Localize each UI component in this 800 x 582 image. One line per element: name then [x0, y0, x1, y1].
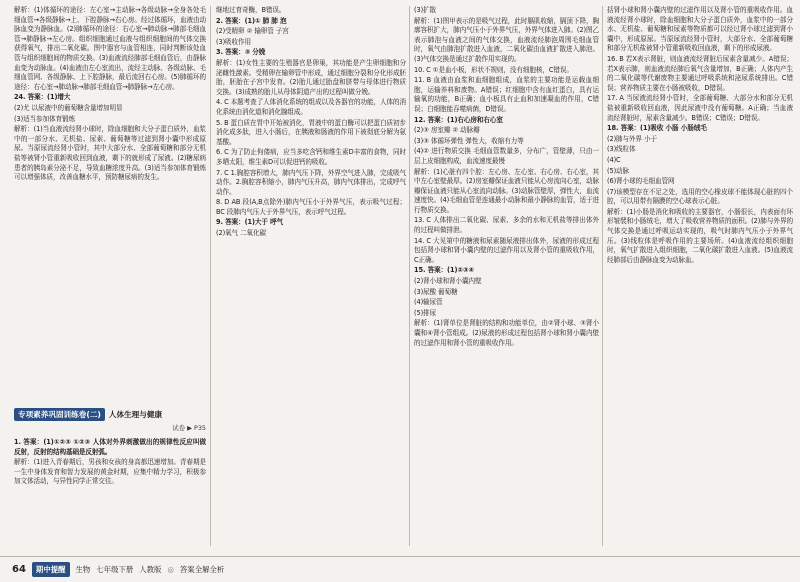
answer-line: (2)肺与外界 小于	[607, 134, 657, 143]
answer-line: (3)适当参加体育锻炼	[14, 114, 75, 123]
answer-line: 4. C 本题考查了人体消化系统的组成以及各器官的功能，人体的消化系统由消化道和消化腺组成。	[216, 98, 406, 116]
footer-separator: ◎	[167, 565, 174, 574]
footer-grade: 七年级下册	[96, 565, 134, 574]
answer-line: (2)受精卵 ② 输卵管 子宫	[216, 27, 289, 36]
answer-line: 5. B 蛋白质在胃中开始被消化，胃液中的蛋白酶可以把蛋白质初步消化成多肽，进入小肠后，在胰液和肠液的作用下被彻底分解为氨基酸。	[216, 118, 406, 146]
answer-line: 10. C ①是血小板，形状不规则，没有细胞核，C错误。	[414, 65, 573, 74]
answer-line: 3. 答案：③ 分娩	[216, 48, 266, 57]
page-number: 64	[12, 564, 26, 575]
analysis-paragraph: 解析：(1)体循环的途径：左心室→主动脉→各级动脉→全身各处毛细血管→各级静脉→上、下腔静脉→右心房。经过体循环，血液由动脉血变为静脉血。(2)肺循环的途径：右心室→肺动脉→肺部毛细血管→肺静脉→左心房。组织细胞通过血液与组织细胞间的气体交换获得氧气，排出二氧化碳。图中器官与血管相连，同时判断该处血管与组织细胞间的物质交换。(3)血液流经肺部毛细血管后，由静脉血变为动脉血。(4)血液由左心室流出，流经主动脉、各级动脉、毛细血管网、各级静脉、上下腔静脉，最后流回右心房。(5)肺循环的途径：右心室→肺动脉→肺部毛细血管→肺静脉→左心房。	[14, 6, 206, 91]
answer-line: (3)③ 体循环弹性 弹性大，收缩有力等	[414, 136, 524, 145]
answer-line: (3)扩散	[414, 6, 437, 14]
answer-line: 16. B 若X表示肾脏，则血液流经肾脏后尿素含量减少。A错误；若X表示肺，则血液流经肺后氧气含量增加，B正确；人体内产生的二氧化碳等代谢废物主要通过呼吸系统和泌尿系统排出。C错误；营养物质主要在小肠被吸收，D错误。	[607, 54, 793, 92]
answer-line: (2)③ 房室瓣 ② 动脉瓣	[414, 126, 480, 135]
answer-line: (5)动脉	[607, 166, 630, 175]
answer-line: 7. C 1.胸腔容积增大，肺内气压下降，外界空气进入肺，完成吸气动作。2.胸腔容积缩小，肺内气压升高，肺内气体排出，完成呼气动作。	[216, 168, 406, 196]
column-2	[216, 6, 406, 240]
section-header	[14, 408, 206, 432]
analysis-paragraph: 解析：(1)女性主要的生殖器官是卵巢，其功能是产生卵细胞和分泌雌性激素。受精卵在输卵管中形成，通过细胞分裂和分化形成胚胎，胚胎在子宫中发育。(2)胎儿通过胎盘和脐带与母体进行物质交换。(3)成熟的胎儿从母体阴道产出的过程叫做分娩。	[216, 58, 406, 96]
answer-line: 15. 答案：(1)②③④	[414, 266, 474, 275]
answer-line: 13. C 人体排出二氧化碳、尿素、多余的水和无机盐等排出体外的过程叫做排泄。	[414, 216, 599, 235]
answer-line: (2)尤 以尿液中的葡萄糖含量增加明显	[14, 103, 123, 112]
answer-line: (5)排尿	[414, 308, 437, 317]
answer-line: 24. 答案：(1)增大	[14, 93, 71, 102]
section-badge: 专项素养巩固训练卷(二)	[14, 408, 105, 421]
footer-subject: 生物	[75, 565, 91, 574]
section-reference: 试卷 ▶ P35	[172, 424, 206, 432]
page-footer	[0, 556, 800, 582]
footer-edition: 人教版	[139, 565, 162, 574]
analysis-paragraph: 继地过育奇酶，B错误。	[216, 6, 286, 14]
answer-line: 14. C 大见第中的糖液和尿素随尿液排出体外，尿液的形成过程包括肾小球和肾小囊内壁的过滤作用以及肾小管的重吸收作用，C正确。	[414, 236, 599, 264]
answer-line: (3)吸收作用	[216, 37, 252, 46]
footer-label: 答案全解全析	[179, 565, 225, 574]
column-4	[607, 6, 793, 266]
analysis-paragraph: 解析：(1)小肠是消化和吸收的主要器官，小肠很长，内表面有环形皱襞和小肠绒毛，增大了吸收营养物质的面积。(2)肺与外界的气体交换是通过呼吸运动实现的，吸气时肺内气压小于外界气压。(3)线粒体是呼吸作用的主要场所。(4)血液流经组织细胞时，氧气扩散进入组织细胞，二氧化碳扩散进入血液。(5)血液流经肺部后由静脉血变为动脉血。	[607, 207, 793, 264]
answer-line: 2. 答案：(1)① 肺 肺 泡	[216, 16, 287, 25]
column-1	[14, 6, 206, 184]
answer-line: 8. D AB 段(A,B点除外)肺内气压小于外界气压，表示吸气过程；BC 段肺内气压大于外界气压，表示呼气过程。	[216, 198, 406, 216]
answer-line: (2)肾小球和肾小囊内壁	[414, 277, 482, 286]
answer-line: (7)该模型存在不足之处，选用的空心橡皮球不能体现心脏的四个腔，可以用带有隔膜的空心球表示心脏。	[607, 187, 793, 206]
answer-line: (6)肾小球的毛细血管网	[607, 177, 675, 186]
answer-line: (4)C	[607, 155, 621, 164]
column-divider	[602, 6, 603, 546]
analysis-paragraph: 解析：(1)图甲表示的是吸气过程，此时膈肌收缩，膈顶下降，胸廓容积扩大，肺内气压小于外界气压，外界气体进入肺。(2)图乙表示肺泡与血液之间的气体交换，血液流经肺泡周围毛细血管时，氧气由肺泡扩散进入血液，二氧化碳由血液扩散进入肺泡。(3)气体交换是通过扩散作用实现的。	[414, 16, 599, 63]
answer-line: 17. A 当尿液流经肾小管时，全部葡萄糖、大部分水和部分无机盐被重新吸收回血液，因此尿液中没有葡萄糖。A正确；当血液流经肾脏时，尿素含量减少。B错误；C错误；D错误。	[607, 94, 793, 122]
answer-line: (3)尿酸 葡萄糖	[414, 287, 458, 296]
answer-line: 12. 答案：(1)右心房和右心室	[414, 115, 503, 124]
column-1-section	[14, 438, 206, 488]
answer-line: 6. C 为了防止佝偻病，应当多吃含钙和维生素D丰富的食物，同时多晒太阳，维生素D可以促进钙的吸收。	[216, 148, 406, 166]
answer-line: 9. 答案：(1)大于 呼气	[216, 218, 284, 227]
column-divider	[409, 6, 410, 546]
column-divider	[210, 6, 211, 546]
analysis-paragraph: 解析：(1)心脏有四个腔：左心房、左心室、右心房、右心室，其中左心室壁最厚。(2)房室瓣保证血液只能从心房流向心室，动脉瓣保证血液只能从心室流向动脉。(3)动脉管壁厚，弹性大，血流速度快。(4)毛细血管是连通最小动脉和最小静脉的血管，适于进行物质交换。	[414, 167, 599, 214]
answer-line: (2)氧气 二氧化碳	[216, 229, 266, 238]
answer-line: 18. 答案：(1)吸收 小肠 小肠绒毛	[607, 124, 707, 133]
analysis-paragraph: 解析：(1)肾单位是肾脏的结构和功能单位，由②肾小球、③肾小囊和④肾小管组成。(2)尿液的形成过程包括肾小球和肾小囊内壁的过滤作用和肾小管的重吸收作用。	[414, 319, 599, 347]
analysis-paragraph: 括肾小球和肾小囊内壁的过滤作用以及肾小管的重吸收作用。血液流经肾小球时，除血细胞和大分子蛋白质外，血浆中的一部分水、无机盐、葡萄糖和尿素等物质都可以经过肾小球过滤到肾小囊中，形成原尿。当原尿流经肾小管时，大部分水、全部葡萄糖和部分无机盐被肾小管重新吸收回血液，剩下的形成尿液。	[607, 6, 793, 53]
answer-line: 1. 答案：(1)①②③ ①②③ 人体对外界刺激做出的规律性反应叫做反射，反射的结构基础是反射弧。	[14, 438, 206, 456]
answer-line: (4)输尿管	[414, 298, 443, 307]
section-title: 人体生理与健康	[108, 410, 163, 419]
answer-line: (4)② 进行物质交换 毛细血管数量多，分布广，管壁薄，只由一层上皮细胞构成，血流速度最慢	[414, 147, 599, 165]
analysis-paragraph: 解析：(1)当血液流经肾小球时，除血细胞和大分子蛋白质外，血浆中的一部分水、无机盐、尿素、葡萄糖等过滤到肾小囊中形成原尿。当原尿流经肾小管时，其中大部分水、全部葡萄糖和部分无机盐等被肾小管重新吸收回到血液，剩下的就形成了尿液。(2)糖尿病患者的胰岛素分泌不足，导致血糖浓度升高。(3)适当参加体育锻炼可以增强体质，改善血糖水平，预防糖尿病的发生。	[14, 125, 206, 182]
answer-line: 11. B 血液由血浆和血细胞组成，血浆的主要功能是运载血细胞，运输养料和废物。A错误；红细胞中含有血红蛋白，具有运输氧的功能，B正确；血小板具有止血和加速凝血的作用，C错误；白细胞能吞噬病菌，D错误。	[414, 76, 599, 113]
answer-line: (3)线粒体	[607, 145, 636, 154]
footer-badge: 期中提醒	[32, 562, 70, 577]
analysis-paragraph: 解析：(1)进入青春期后，男孩和女孩的身高都迅速增加。青春期是一生中身体发育和智力发展的黄金时期，应集中精力学习，积极参加文体活动，与异性同学正常交往。	[14, 458, 206, 486]
column-3	[414, 6, 599, 349]
